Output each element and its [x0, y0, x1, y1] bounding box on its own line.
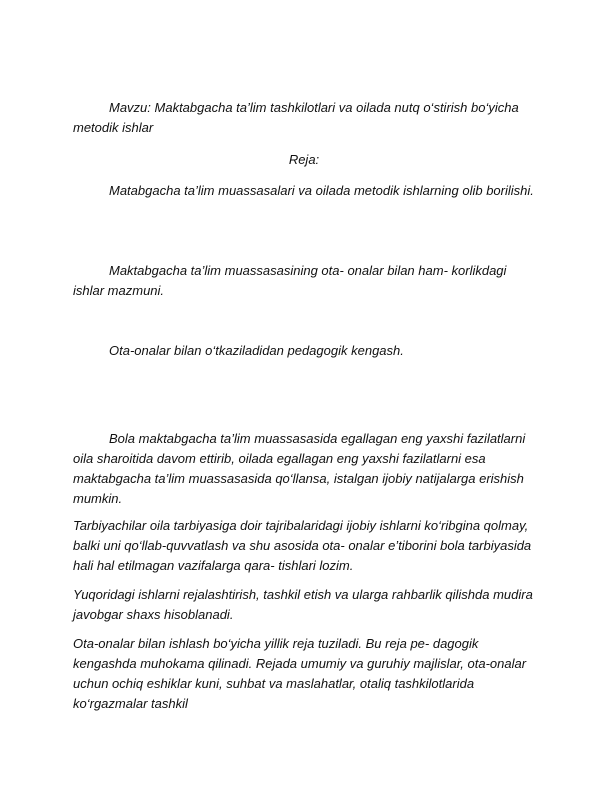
body-paragraph-4: Ota-onalar bilan ishlash bo‘yicha yillik reja tuziladi. Bu reja pe- dagogik kengashda muhokama qilinadi. Rejada umumiy va guruhiy majlislar, ota-onalar uchun ochiq eshiklar kuni, suhbat va maslahatlar, otaliq tashkilotlarida ko‘rgazmalar tashkil: [73, 636, 527, 711]
plan-heading: Reja:: [288, 152, 320, 167]
plan-item-2: Maktabgacha ta’lim muassasasining ota- onalar bilan ham- korlikdagi ishlar mazmuni.: [73, 263, 507, 298]
document-title: Mavzu: Maktabgacha ta’lim tashkilotlari va oilada nutq o‘stirish bo‘yicha metodik ishlar: [73, 100, 519, 135]
body-paragraph-1: Bola maktabgacha ta’lim muassasasida egallagan eng yaxshi fazilatlarni oila sharoitida davom ettirib, oilada egallagan eng yaxshi fazilatlarni esa maktabgacha ta’lim muassasasida qo‘llansa, istalgan ijobiy natijalarga erishish mumkin.: [73, 431, 526, 506]
body-paragraph-2: Tarbiyachilar oila tarbiyasiga doir tajribalaridagi ijobiy ishlarni ko‘ribgina qolmay, balki uni qo‘llab-quvvatlash va shu asosida ota- onalar e’tiborini bola tarbiyasida hali hal etilmagan vazifalarga qara- tishlari lozim.: [73, 518, 532, 573]
body-paragraph-3: Yuqoridagi ishlarni rejalashtirish, tashkil etish va ularga rahbarlik qilishda mudira javobgar shaxs hisoblanadi.: [73, 587, 533, 622]
plan-item-3: Ota-onalar bilan o‘tkaziladidan pedagogik kengash.: [109, 343, 404, 358]
plan-item-1: Matabgacha ta’lim muassasalari va oilada metodik ishlarning olib borilishi.: [109, 183, 534, 198]
